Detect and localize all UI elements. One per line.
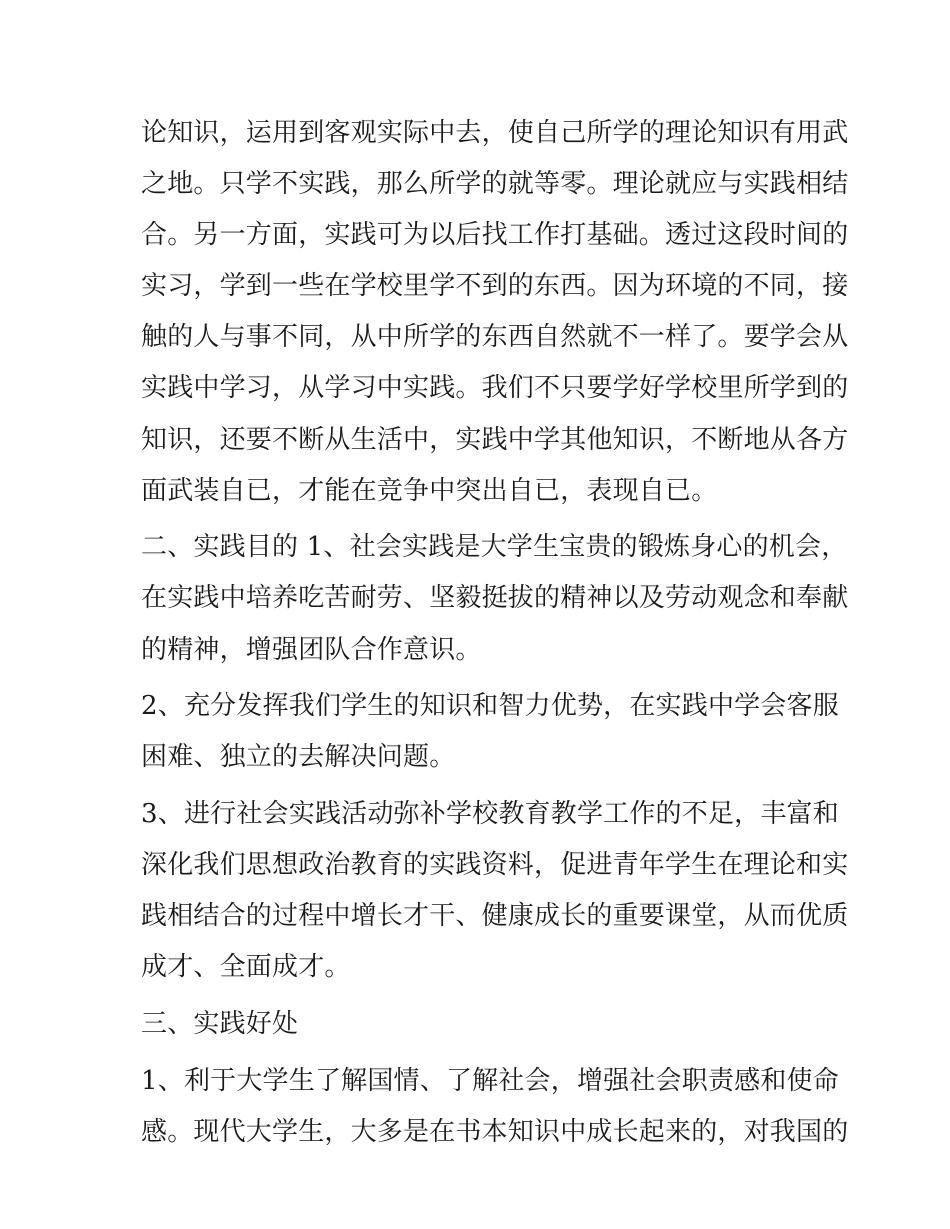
text-line: 之地。只学不实践，那么所学的就等零。理论就应与实践相结 [141,169,849,200]
text-line: 困难、独立的去解决问题。 [141,742,456,773]
text-line: 实践中学习，从学习中实践。我们不只要学好学校里所学到的 [141,373,849,404]
text-line: 的精神，增强团队合作意识。 [141,634,482,665]
text-line: 深化我们思想政治教育的实践资料，促进青年学生在理论和实 [141,850,849,881]
text-line: 感。现代大学生，大多是在书本知识中成长起来的，对我国的 [141,1116,849,1147]
section-heading-line: 三、实践好处 [141,1008,299,1039]
text-line: 2、充分发挥我们学生的知识和智力优势，在实践中学会客服 [141,691,839,722]
text-line: 1、利于大学生了解国情、了解社会，增强社会职责感和使命 [141,1065,839,1096]
text-line: 3、进行社会实践活动弥补学校教育教学工作的不足，丰富和 [141,799,839,829]
text-line: 合。另一方面，实践可为以后找工作打基础。透过这段时间的 [141,220,849,251]
text-line: 实习，学到一些在学校里学不到的东西。因为环境的不同，接 [141,271,849,302]
text-line: 面武装自已，才能在竞争中突出自已，表现自已。 [141,475,718,506]
section-heading-line: 二、实践目的 1、社会实践是大学生宝贵的锻炼身心的机会， [141,532,848,563]
text-line: 触的人与事不同，从中所学的东西自然就不一样了。要学会从 [141,322,849,353]
text-line: 知识，还要不断从生活中，实践中学其他知识，不断地从各方 [141,424,849,455]
text-line: 在实践中培养吃苦耐劳、坚毅挺拔的精神以及劳动观念和奉献 [141,583,849,614]
text-line: 践相结合的过程中增长才干、健康成长的重要课堂，从而优质 [141,901,849,932]
body-text [141,108,849,1158]
text-line: 论知识，运用到客观实际中去，使自己所学的理论知识有用武 [141,118,849,148]
text-line: 成才、全面成才。 [141,952,351,983]
